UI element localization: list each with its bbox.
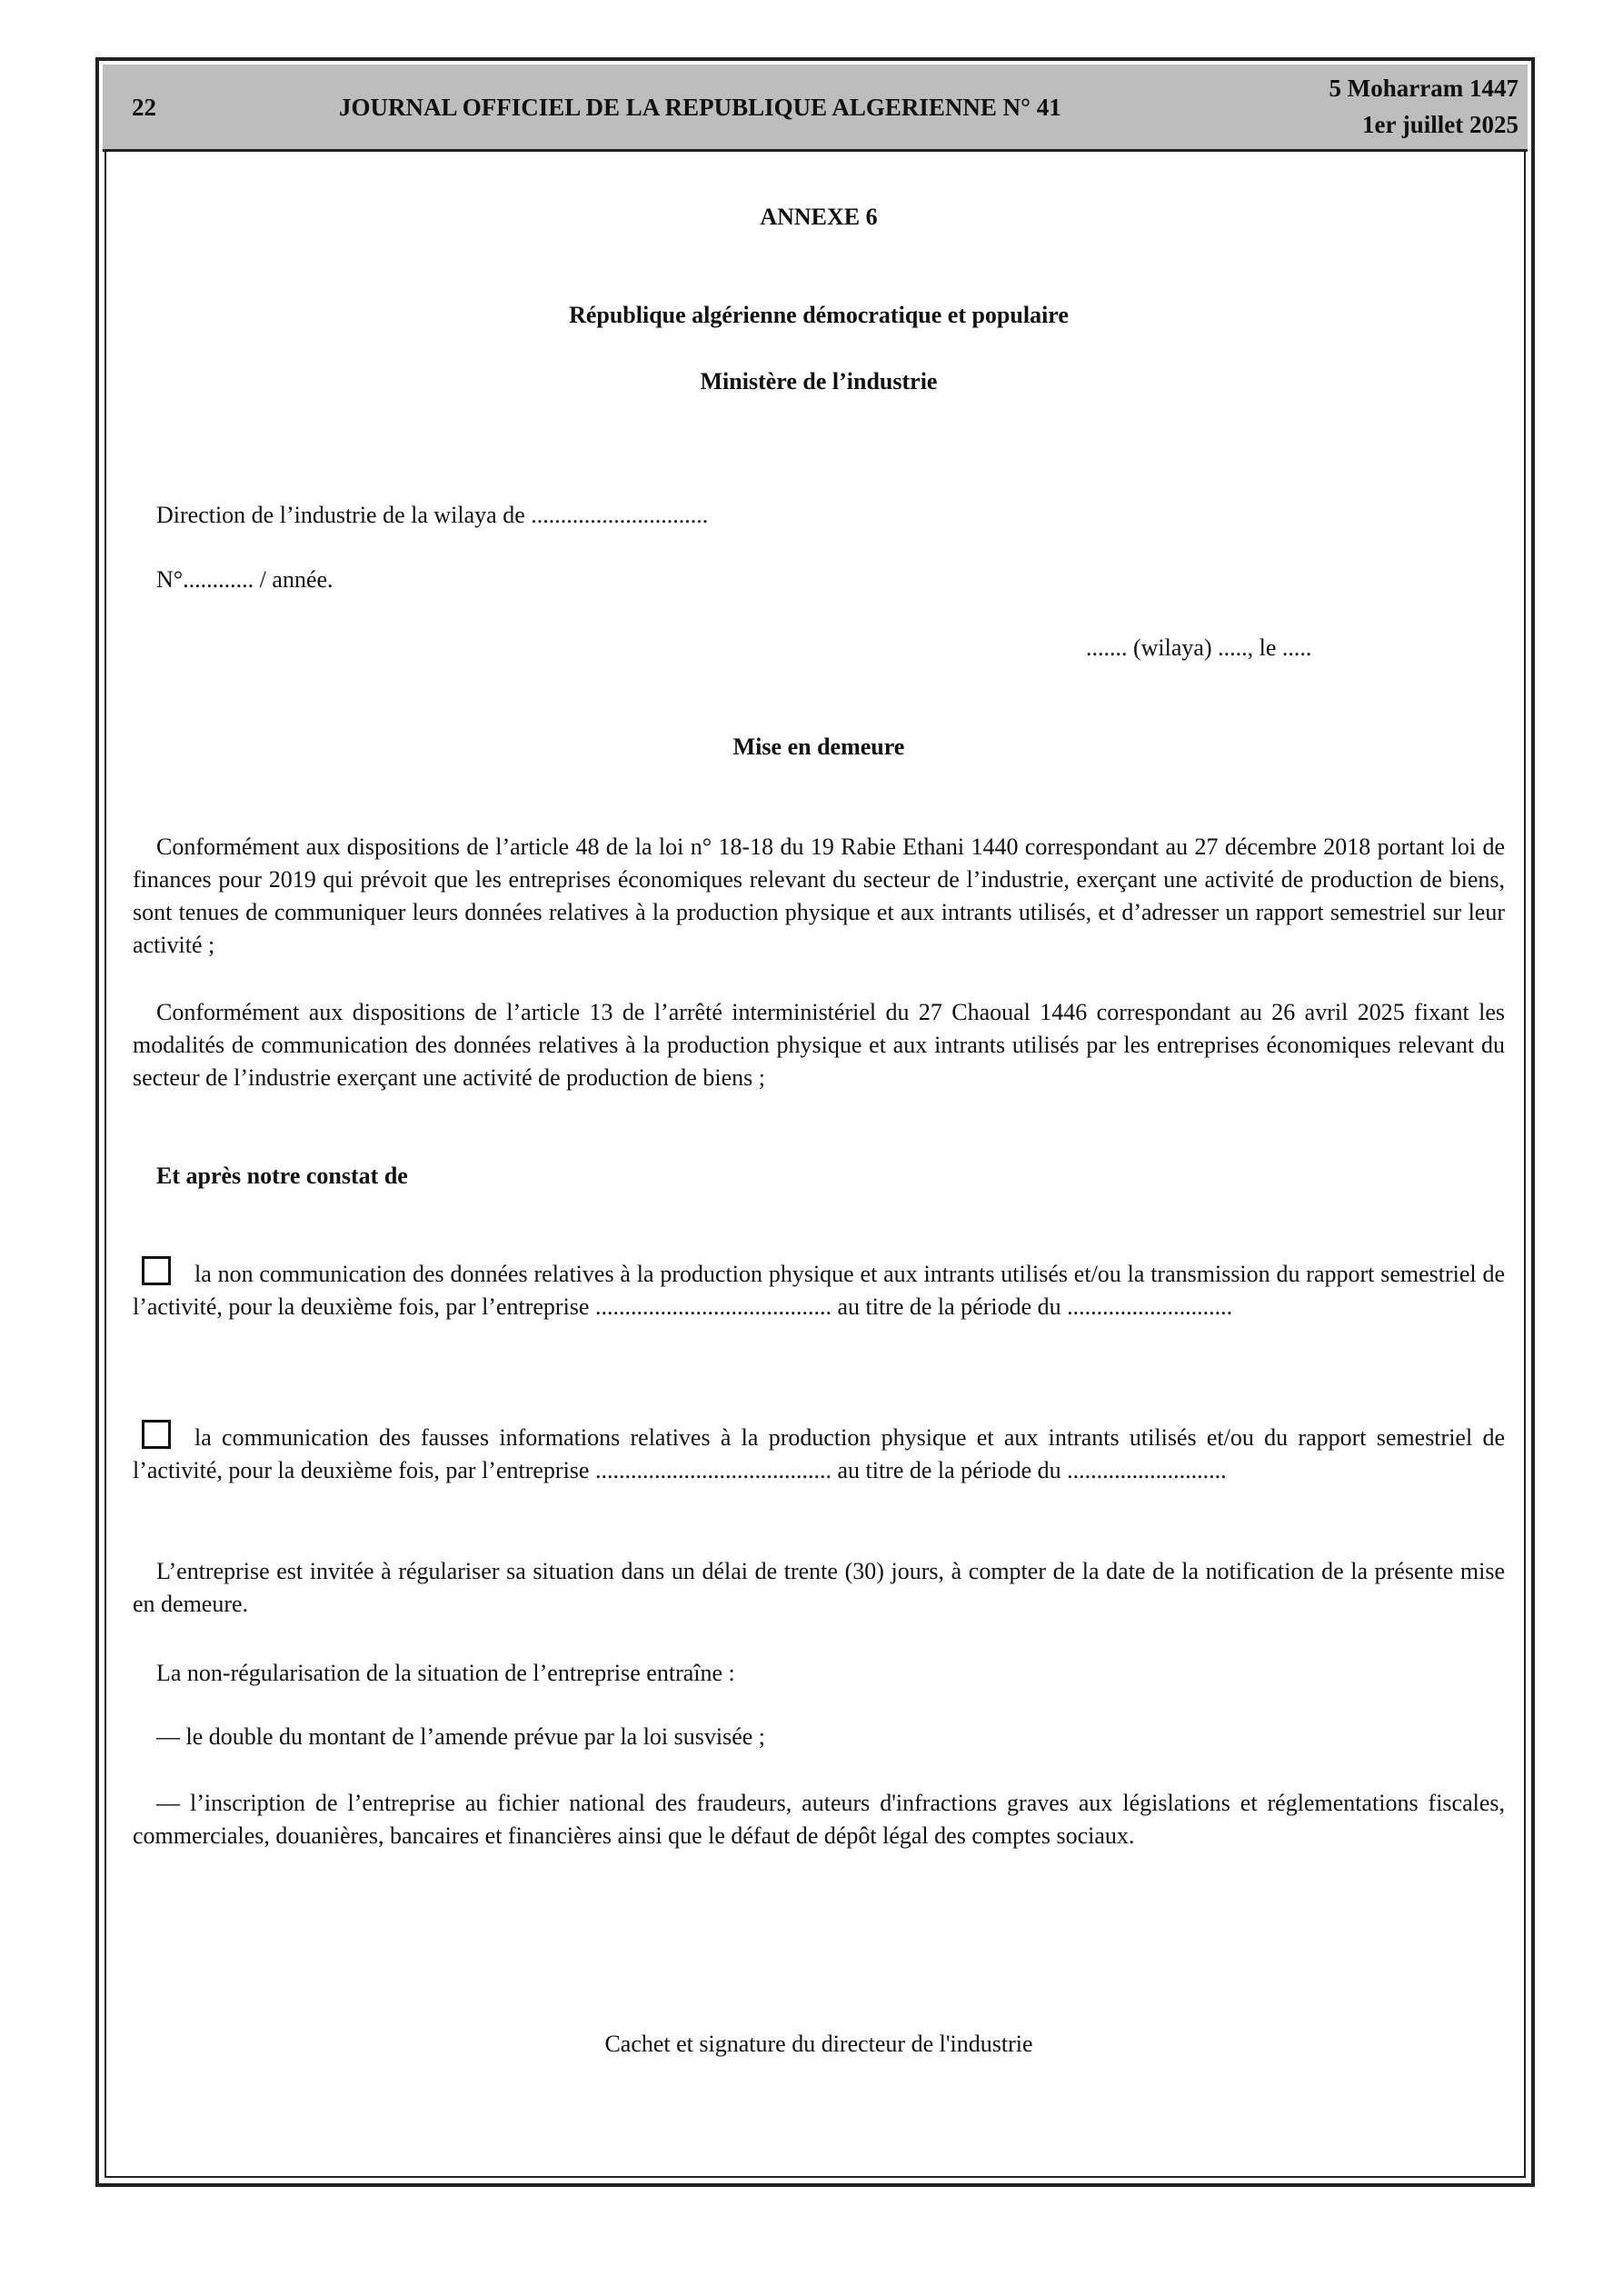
option-text: la non communication des données relatives à la production physique et aux intrants utilisés et/ou la transmission du rapport semestriel de l’activité, pour la deuxième fois, par l’entreprise ........................................ au titre de la période du ............................ <box>133 1261 1505 1320</box>
issue-date <box>1329 70 1518 143</box>
place-date: ....... (wilaya) ....., le ..... <box>1086 634 1312 661</box>
date-hijri: 5 Moharram 1447 <box>1329 75 1518 102</box>
option-text: la communication des fausses informations relatives à la production physique et aux intrants utilisés et/ou du rapport semestriel de l’activité, pour la deuxième fois, par l’entreprise ........................................ au titre de la période du ........................... <box>133 1424 1505 1483</box>
option-false-information <box>133 1420 1505 1487</box>
reference-number: N°............ / année. <box>156 566 334 593</box>
annex-title: ANNEXE 6 <box>760 204 878 230</box>
republic-heading: République algérienne démocratique et populaire <box>569 302 1069 328</box>
consequence-fine: — le double du montant de l’amende prévue par la loi susvisée ; <box>156 1723 766 1750</box>
consequence-registration: — l’inscription de l’entreprise au fichier national des fraudeurs, auteurs d'infractions graves aux législations et réglementations fiscales, commerciales, douanières, bancaires et financières ainsi que le défaut de dépôt légal des comptes sociaux. <box>133 1790 1505 1849</box>
page-number: 22 <box>132 94 156 121</box>
journal-title: JOURNAL OFFICIEL DE LA REPUBLIQUE ALGERIENNE N° 41 <box>339 94 1061 121</box>
document-title: Mise en demeure <box>732 734 905 760</box>
paragraph-regularisation: L’entreprise est invitée à régulariser sa situation dans un délai de trente (30) jours, à compter de la date de la notification de la présente mise en demeure. <box>133 1558 1505 1617</box>
checkbox-non-communication[interactable] <box>142 1256 171 1285</box>
journal-header <box>103 65 1528 152</box>
paragraph-article-48: Conformément aux dispositions de l’article 48 de la loi n° 18-18 du 19 Rabie Ethani 1440 correspondant au 27 décembre 2018 portant loi de finances pour 2019 qui prévoit que les entreprises économiques relevant du secteur de l’industrie, exerçant une activité de production de biens, sont tenues de communiquer leurs données relatives à la production physique et aux intrants utilisés, et d’adresser un rapport semestriel sur leur activité ; <box>133 834 1505 958</box>
date-gregorian: 1er juillet 2025 <box>1362 111 1518 138</box>
paragraph-consequences: La non-régularisation de la situation de l’entreprise entraîne : <box>156 1660 735 1686</box>
option-non-communication <box>133 1256 1505 1323</box>
signature-line: Cachet et signature du directeur de l'industrie <box>604 2031 1033 2057</box>
paragraph-article-13: Conformément aux dispositions de l’article 13 de l’arrêté interministériel du 27 Chaoual 1446 correspondant au 26 avril 2025 fixant les modalités de communication des données relatives à la production physique et aux intrants utilisés par les entreprises économiques relevant du secteur de l’industrie exerçant une activité de production de biens ; <box>133 999 1505 1091</box>
constat-heading: Et après notre constat de <box>156 1163 408 1189</box>
ministry-heading: Ministère de l’industrie <box>700 368 938 394</box>
checkbox-false-information[interactable] <box>142 1420 171 1449</box>
direction-line: Direction de l’industrie de la wilaya de .............................. <box>156 502 709 528</box>
